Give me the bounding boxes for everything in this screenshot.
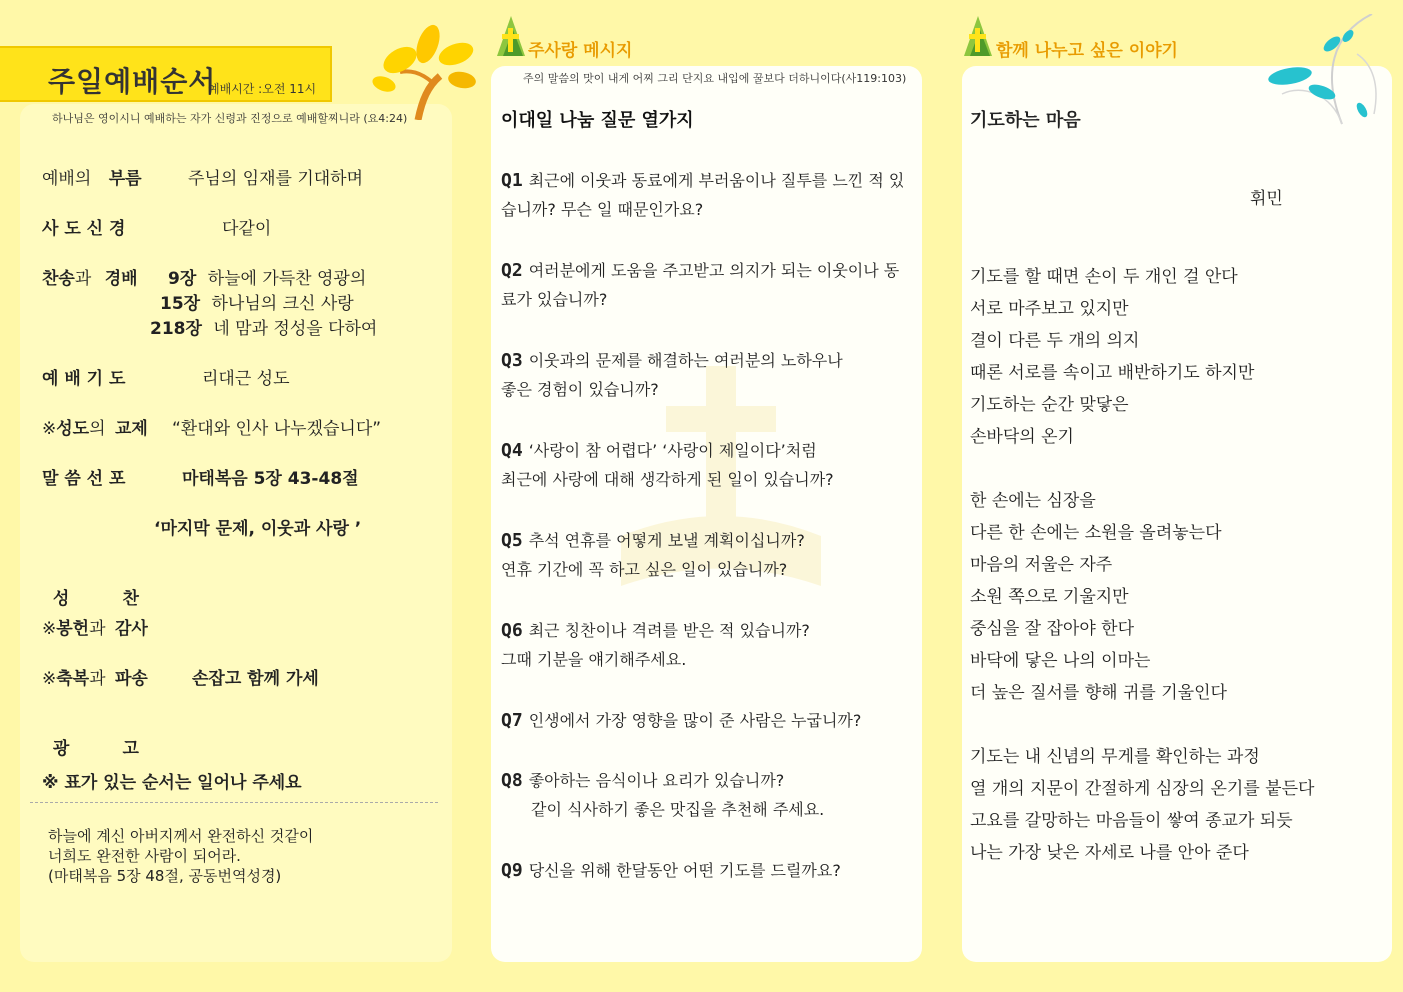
- question-number: Q4: [501, 440, 523, 461]
- question-item: [501, 616, 911, 674]
- question-text: 같이 식사하기 좋은 맛집을 추천해 주세요.: [531, 800, 825, 819]
- footer-verse: [48, 826, 313, 886]
- order-row-prayer: [42, 364, 290, 389]
- question-number: Q8: [501, 770, 523, 791]
- question-text: 추석 연휴를 어떻게 보낼 계획이십니까?: [528, 531, 805, 550]
- poem-line: 더 높은 질서를 향해 귀를 기울인다: [970, 683, 1227, 703]
- question-text: 최근 칭찬이나 격려를 받은 적 있습니까?: [528, 621, 810, 640]
- hymn-title: 하늘에 가득찬 영광의: [207, 269, 367, 289]
- question-text: 최근에 사랑에 대해 생각하게 된 일이 있습니까?: [501, 470, 834, 489]
- question-text: 인생에서 가장 영향을 많이 준 사람은 누굽니까?: [528, 711, 862, 730]
- order-label: 축복: [56, 669, 90, 689]
- order-label: 말 씀 선 포: [42, 469, 126, 489]
- hymn-number: 15장: [160, 294, 201, 314]
- poem-line: 열 개의 지문이 간절하게 심장의 온기를 붙든다: [970, 779, 1315, 799]
- hymn-item: [160, 289, 354, 314]
- right-panel: [962, 66, 1392, 962]
- poem-line: 기도는 내 신념의 무게를 확인하는 과정: [970, 747, 1260, 767]
- question-item: [501, 256, 911, 314]
- footer-line: (마태복음 5장 48절, 공동번역성경): [48, 867, 282, 885]
- poem-line: 중심을 잘 잡아야 한다: [970, 619, 1135, 639]
- question-item: [501, 526, 911, 584]
- question-text: 이웃과의 문제를 해결하는 여러분의 노하우나: [528, 351, 843, 370]
- poem-title: 기도하는 마음: [970, 110, 1081, 131]
- stand-mark: ※: [42, 669, 57, 689]
- hymn-item: [168, 264, 366, 289]
- question-item: [501, 766, 911, 824]
- question-text: 좋은 경험이 있습니까?: [501, 380, 659, 399]
- poem-line: 기도하는 순간 맞닿은: [970, 395, 1129, 415]
- hymn-title: 네 맘과 정성을 다하여: [213, 319, 378, 339]
- cross-mountain-icon: [493, 12, 529, 60]
- sermon-title: [154, 514, 361, 539]
- hymn-title: 하나님의 크신 사랑: [211, 294, 354, 314]
- intro-verse: 하나님은 영이시니 예배하는 자가 신령과 진정으로 예배할찌니라 (요4:24): [52, 112, 408, 125]
- order-label: 광 고: [52, 739, 139, 759]
- order-label: 파송: [114, 669, 148, 689]
- order-label: 사 도 신 경: [42, 219, 126, 239]
- order-row-sermon: [42, 464, 359, 489]
- question-number: Q2: [501, 260, 523, 281]
- order-value: “환대와 인사 나누겠습니다”: [172, 419, 382, 439]
- question-item: [501, 706, 911, 735]
- stand-note-text: ※ 표가 있는 순서는 일어나 주세요: [42, 773, 302, 793]
- stand-mark: ※: [42, 619, 57, 639]
- question-text: ‘사랑이 참 어렵다’ ‘사랑이 제일이다’처럼: [528, 441, 817, 460]
- section-title-story: 함께 나누고 싶은 이야기: [996, 41, 1178, 61]
- footer-line: 하늘에 계신 아버지께서 완전하신 것같이: [48, 827, 314, 845]
- order-label: 부름: [108, 169, 142, 189]
- poem-line: 손바닥의 온기: [970, 427, 1074, 447]
- order-label: 예 배 기 도: [42, 369, 126, 389]
- poem-line: 서로 마주보고 있지만: [970, 299, 1129, 319]
- cross-mountain-icon: [960, 12, 996, 60]
- poem-line: 바닥에 닿은 나의 이마는: [970, 651, 1151, 671]
- hymn-item: [150, 314, 377, 339]
- question-number: Q7: [501, 710, 523, 731]
- order-label: 교제: [114, 419, 148, 439]
- poem-author: 휘민: [1250, 189, 1283, 209]
- order-label: 성도: [56, 419, 90, 439]
- sermon-passage: 마태복음 5장 43-48절: [182, 469, 359, 489]
- question-number: Q9: [501, 860, 523, 881]
- tree-icon: [370, 20, 480, 120]
- order-label: 봉헌: [56, 619, 90, 639]
- order-row-benediction: [42, 664, 319, 689]
- poem-line: 결이 다른 두 개의 의지: [970, 331, 1140, 351]
- order-label: 경배: [104, 269, 138, 289]
- question-number: Q1: [501, 170, 523, 191]
- poem-line: 기도를 할 때면 손이 두 개인 걸 안다: [970, 267, 1238, 287]
- order-row-communion: [42, 564, 139, 609]
- order-label: 성 찬: [52, 589, 139, 609]
- page-title: 주일예배순서: [48, 65, 217, 98]
- order-row-hymns: [42, 264, 138, 289]
- order-value: 다같이: [222, 219, 272, 239]
- title-banner: [0, 46, 332, 102]
- divider: [30, 802, 438, 803]
- question-number: Q6: [501, 620, 523, 641]
- hymn-number: 9장: [168, 269, 197, 289]
- poem-line: 고요를 갈망하는 마음들이 쌓여 종교가 되듯: [970, 811, 1293, 831]
- middle-panel: [491, 66, 922, 962]
- question-text: 최근에 이웃과 동료에게 부러움이나 질투를 느낀 적 있습니까? 무슨 일 때문인가요?: [501, 171, 905, 219]
- service-time: 예배시간 :오전 11시: [208, 82, 317, 96]
- question-number: Q5: [501, 530, 523, 551]
- footer-line: 너희도 완전한 사람이 되어라.: [48, 847, 241, 865]
- poem-line: 다른 한 손에는 소원을 올려놓는다: [970, 523, 1222, 543]
- hymn-number: 218장: [150, 319, 202, 339]
- message-subtitle: 주의 말씀의 맛이 내게 어찌 그리 단지요 내입에 꿀보다 더하니이다(사119:103): [523, 72, 907, 85]
- order-row-announcements: [42, 714, 139, 759]
- order-label-mid: 과: [89, 619, 106, 639]
- poem-line: 한 손에는 심장을: [970, 491, 1096, 511]
- order-value: 손잡고 함께 가세: [192, 669, 319, 689]
- order-label-mid: 과: [74, 269, 92, 289]
- order-row-call: [42, 164, 364, 189]
- question-text: 여러분에게 도움을 주고받고 의지가 되는 이웃이나 동료가 있습니까?: [501, 261, 900, 309]
- order-row-creed: [42, 214, 272, 239]
- sermon-title-text: ‘마지막 문제, 이웃과 사랑 ’: [154, 519, 362, 539]
- section-title-message: 주사랑 메시지: [528, 41, 633, 61]
- order-label-mid: 의: [89, 419, 106, 439]
- question-item: [501, 856, 911, 885]
- order-label-pre: 예배의: [42, 169, 92, 189]
- order-value: 주님의 임재를 기대하며: [188, 169, 364, 189]
- question-item: [501, 166, 911, 224]
- question-item: [501, 436, 911, 494]
- stand-note: [42, 768, 302, 793]
- question-item: [501, 346, 911, 404]
- question-text: 그때 기분을 얘기해주세요.: [501, 650, 687, 669]
- poem-line: 마음의 저울은 자주: [970, 555, 1113, 575]
- question-number: Q3: [501, 350, 523, 371]
- order-row-fellowship: [42, 414, 382, 439]
- stand-mark: ※: [42, 419, 57, 439]
- order-value: 리대근 성도: [202, 369, 290, 389]
- order-row-offering: [42, 614, 148, 639]
- poem-line: 소원 쪽으로 기울지만: [970, 587, 1129, 607]
- order-label: 감사: [114, 619, 148, 639]
- poem-line: 나는 가장 낮은 자세로 나를 안아 준다: [970, 843, 1249, 863]
- floral-ornament-icon: [1262, 14, 1392, 134]
- poem-line: 때론 서로를 속이고 배반하기도 하지만: [970, 363, 1255, 383]
- order-label-mid: 과: [89, 669, 106, 689]
- question-text: 좋아하는 음식이나 요리가 있습니까?: [528, 771, 785, 790]
- questions-heading: 이대일 나눔 질문 열가지: [501, 110, 694, 131]
- question-text: 연휴 기간에 꼭 하고 싶은 일이 있습니까?: [501, 560, 788, 579]
- order-label: 찬송: [42, 269, 75, 289]
- question-text: 당신을 위해 한달동안 어떤 기도를 드릴까요?: [528, 861, 841, 880]
